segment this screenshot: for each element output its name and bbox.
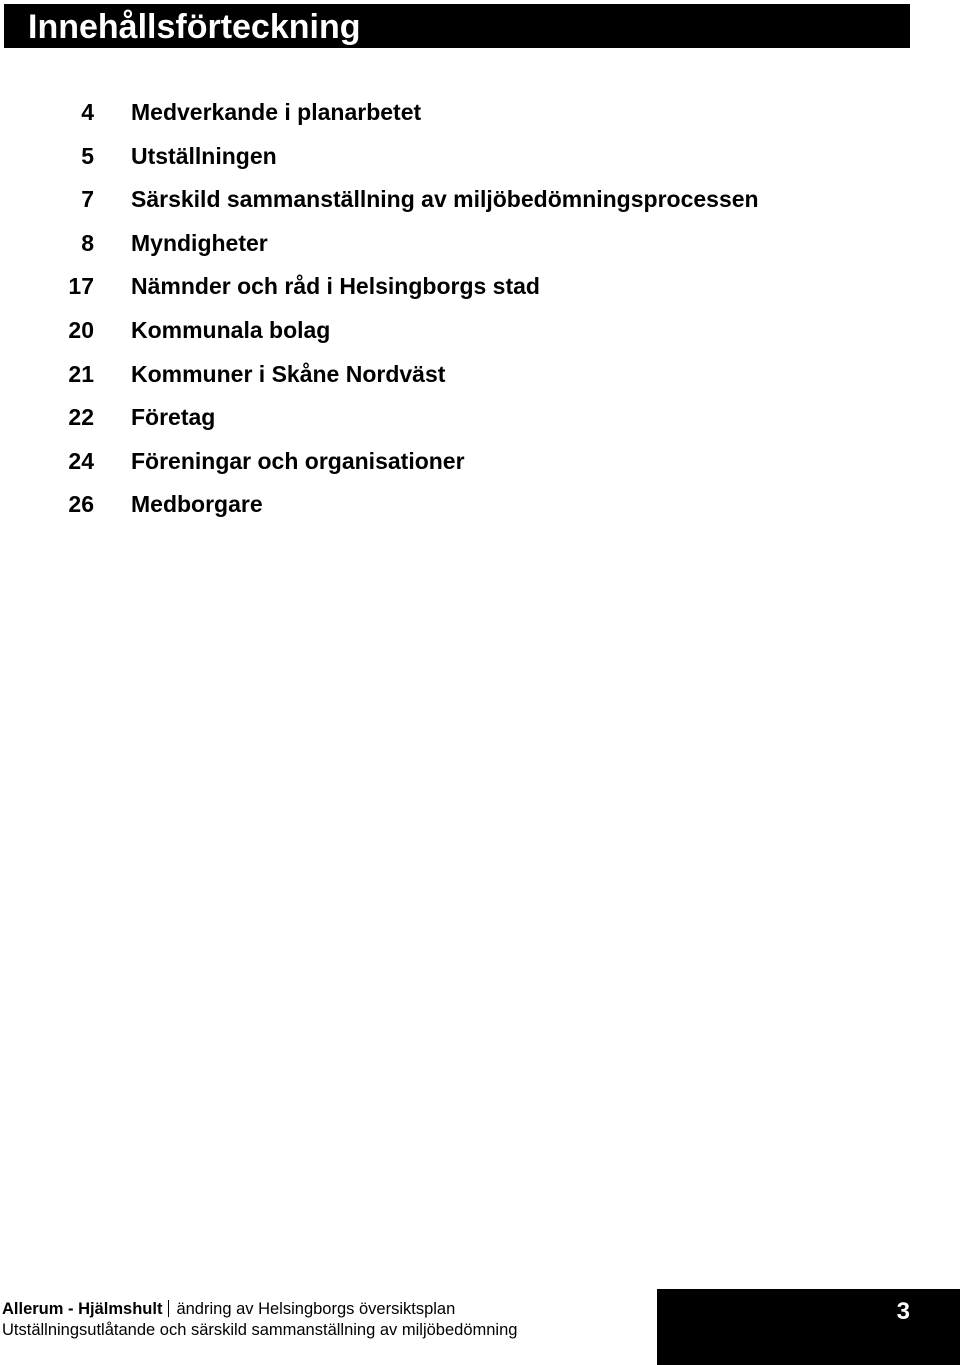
toc-entry[interactable] <box>0 440 900 484</box>
toc-entry[interactable] <box>0 91 900 135</box>
title-bar <box>4 4 910 48</box>
toc-entry[interactable] <box>0 353 900 397</box>
page-number: 3 <box>896 1298 910 1325</box>
toc-entry[interactable] <box>0 265 900 309</box>
toc-page-number: 5 <box>81 142 94 169</box>
toc-entry[interactable] <box>0 483 900 527</box>
toc-entry-title: Företag <box>131 404 216 431</box>
toc-page-number: 17 <box>68 273 94 300</box>
toc-entry-title: Föreningar och organisationer <box>131 447 465 474</box>
toc-entry[interactable] <box>0 222 900 266</box>
toc-entry-title: Medverkande i planarbetet <box>131 99 422 125</box>
toc-entry-title: Kommunala bolag <box>131 316 331 343</box>
toc-page-number: 20 <box>68 316 94 343</box>
table-of-contents <box>0 91 900 527</box>
toc-entry-title: Kommuner i Skåne Nordväst <box>131 360 446 387</box>
toc-entry[interactable] <box>0 309 900 353</box>
toc-entry-title: Nämnder och råd i Helsingborgs stad <box>131 273 540 300</box>
toc-entry[interactable] <box>0 135 900 179</box>
toc-entry[interactable] <box>0 178 900 222</box>
toc-page-number: 4 <box>81 99 94 125</box>
toc-page-number: 7 <box>81 186 94 213</box>
footer-subtitle: ändring av Helsingborgs översiktsplan <box>176 1300 456 1318</box>
toc-page-number: 24 <box>68 447 94 474</box>
toc-page-number: 8 <box>81 229 94 256</box>
toc-page-number: 22 <box>68 404 94 431</box>
toc-entry-title: Medborgare <box>131 491 263 518</box>
toc-page-number: 21 <box>68 360 94 387</box>
toc-page-number: 26 <box>68 491 94 518</box>
footer-info <box>2 1299 517 1341</box>
page-number-box <box>657 1289 960 1365</box>
toc-entry-title: Myndigheter <box>131 229 268 256</box>
toc-entry-title: Särskild sammanställning av miljöbedömningsprocessen <box>131 186 759 213</box>
footer-divider <box>168 1300 169 1317</box>
page-title: Innehållsförteckning <box>28 8 361 46</box>
toc-entry[interactable] <box>0 396 900 440</box>
toc-entry-title: Utställningen <box>131 142 277 169</box>
footer-project-name: Allerum - Hjälmshult <box>2 1300 163 1318</box>
footer-document-type: Utställningsutlåtande och särskild sammanställning av miljöbedömning <box>2 1321 518 1339</box>
